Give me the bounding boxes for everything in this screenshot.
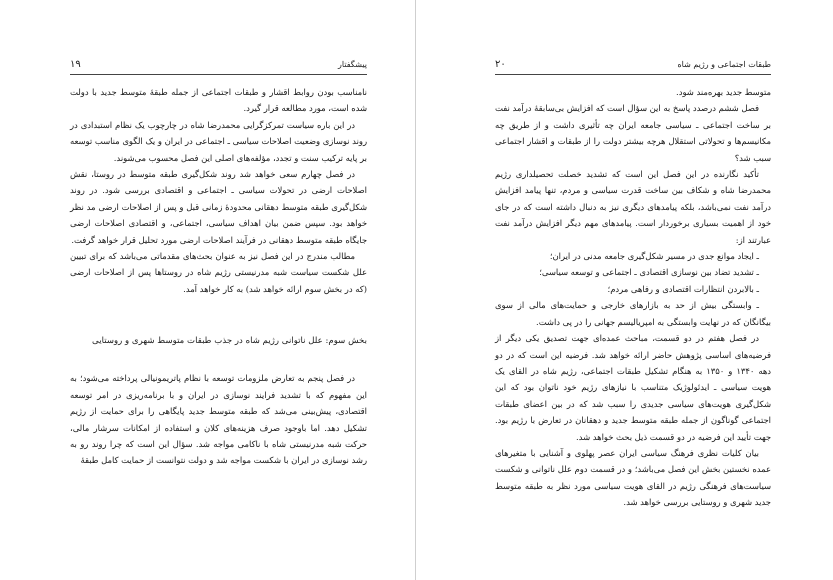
left-page-number: ۱۹ xyxy=(70,59,81,70)
bullet-item-1: ـ ایجاد موانع جدی در مسیر شکل‌گیری جامعه مدنی در ایران؛ xyxy=(549,251,759,262)
right-paragraph-1: فصل ششم درصدد پاسخ به این سؤال است که افزایش بی‌سابقهٔ درآمد نفت بر ساخت اجتماعی ـ سیاسی جامعه ایران چه تأثیری داشت و از طریق چه مکانیسم‌ها و تحولاتی استقلال هرچه بیشتر دولت را از طبقات و اقشار اجتماعی سبب شد؟ xyxy=(495,103,771,163)
bullet-item-4: ـ وابستگی بیش از حد به بازارهای خارجی و حمایت‌های مالی از سوی بیگانگان که در نهایت وابستگی به امپریالیسم جهانی را در پی داشت. xyxy=(495,300,771,327)
left-page-header xyxy=(70,58,367,75)
right-running-title: طبقات اجتماعی و رژیم شاه xyxy=(677,60,771,69)
left-running-title: پیشگفتار xyxy=(338,60,367,69)
section-heading: بخش سوم: علل ناتوانی رژیم شاه در جذب طبقات متوسط شهری و روستایی xyxy=(92,336,367,347)
right-paragraph-2: تأکید نگارنده در این فصل این است که تشدید خصلت تحصیلداری رژیم محمدرضا شاه و شکاف بین ساخت قدرت سیاسی و مردم، تنها پیامد افزایش درآمد نفت نمی‌باشد، بلکه پیامدهای دیگری نیز به دنبال داشته است که در جای خود از اهمیت بسیاری برخوردار است. پیامدهای مهم دیگر افزایش درآمد نفت عبارتند از: xyxy=(495,169,771,245)
bullet-item-2: ـ تشدید تضاد بین نوسازی اقتصادی ـ اجتماعی و توسعه سیاسی؛ xyxy=(539,267,759,278)
right-opening-line: متوسط جدید بهره‌مند شود. xyxy=(676,87,771,97)
right-page-number: ۲۰ xyxy=(495,59,506,70)
right-paragraph-3: در فصل هفتم در دو قسمت، مباحث عمده‌ای جهت تصدیق یکی دیگر از فرضیه‌های اساسی پژوهش حاضر ارائه خواهد شد. فرضیه این است که در دو دهه ۱۳۴۰ و ۱۳۵۰ به هنگام تشکیل طبقات اجتماعی، رژیم شاه در القای یک هویت سیاسی ـ ایدئولوژیک متناسب با نیازهای رژیم خود ناتوان بود که این شکل‌گیری هویت‌های سیاسی جدیدی را سبب شد که در بین اعضای طبقات اجتماعی گوناگون از جمله طبقه متوسط جدید و دهقانان در تعارض با رژیم بود. جهت تأیید این فرضیه در دو قسمت ذیل بحث خواهد شد. xyxy=(495,333,771,442)
right-page-body xyxy=(495,84,771,511)
bullet-item-3: ـ بالابردن انتظارات اقتصادی و رفاهی مردم؛ xyxy=(607,283,759,294)
left-page xyxy=(0,0,416,580)
left-closing-paragraph: در فصل پنجم به تعارض ملزومات توسعه با نظام پاتریمونیالی پرداخته می‌شود؛ به این مفهوم که با تشدید فرایند نوسازی در ایران و با برنامه‌ریزی در امر توسعه اقتصادی، پیش‌بینی می‌شد که طبقه متوسط جدید پایگاهی را برای حمایت از رژیم تشکیل دهد. اما باوجود صرف هزینه‌های کلان و استفاده از امکانات سرشار مالی، حرکت شبه مدرنیستی شاه با ناکامی مواجه شد. سؤال این است که چرا روند رو به رشد نوسازی در ایران با شکست مواجه شد و دولت نتوانست از حمایت کامل طبقهٔ xyxy=(70,373,367,466)
left-paragraph-2: در این باره سیاست تمرکزگرایی محمدرضا شاه در چارچوب یک نظام استبدادی در روند نوسازی وضعیت اصلاحات سیاسی ـ اجتماعی در ایران و یک الگوی مناسب توسعه بر پایه ترکیب سنت و تجدد، مؤلفه‌های اصلی این فصل محسوب می‌شوند. xyxy=(70,119,367,163)
left-paragraph-3: در فصل چهارم سعی خواهد شد روند شکل‌گیری طبقه متوسط در روستا، نقش اصلاحات ارضی در تحولات سیاسی ـ اجتماعی و اقتصادی بررسی شود. در روند شکل‌گیری طبقه متوسط دهقانی محدودهٔ زمانی قبل و پس از اصلاحات ارضی مد نظر خواهد بود. سپس ضمن بیان اهداف سیاسی، اجتماعی، و اقتصادی اصلاحات ارضی جایگاه طبقه متوسط دهقانی در فرآیند اصلاحات ارضی مورد تحلیل قرار خواهد گرفت. xyxy=(70,169,367,245)
right-page-header xyxy=(495,58,771,75)
left-paragraph-1: نامناسب بودن روابط اقشار و طبقات اجتماعی از جمله طبقهٔ متوسط جدید با دولت شده است، مورد مطالعه قرار گیرد. xyxy=(70,87,367,114)
right-paragraph-4: بیان کلیات نظری فرهنگ سیاسی ایران عصر پهلوی و آشنایی با متغیرهای عمده نخستین بخش این فصل می‌باشد؛ و در قسمت دوم علل ناتوانی و شکست سیاست‌های فرهنگی رژیم در القای هویت سیاسی مورد نظر به طبقه متوسط جدید شهری و روستایی بررسی خواهد شد. xyxy=(495,447,771,508)
right-page xyxy=(417,0,833,580)
left-page-body xyxy=(70,84,367,469)
left-paragraph-4: مطالب مندرج در این فصل نیز به عنوان بحث‌های مقدماتی می‌باشد که برای تبیین علل شکست سیاست شبه مدرنیستی رژیم شاه در روستاها پس از اصلاحات ارضی (که در بخش سوم ارائه خواهد شد) به کار خواهد آمد. xyxy=(70,251,367,294)
